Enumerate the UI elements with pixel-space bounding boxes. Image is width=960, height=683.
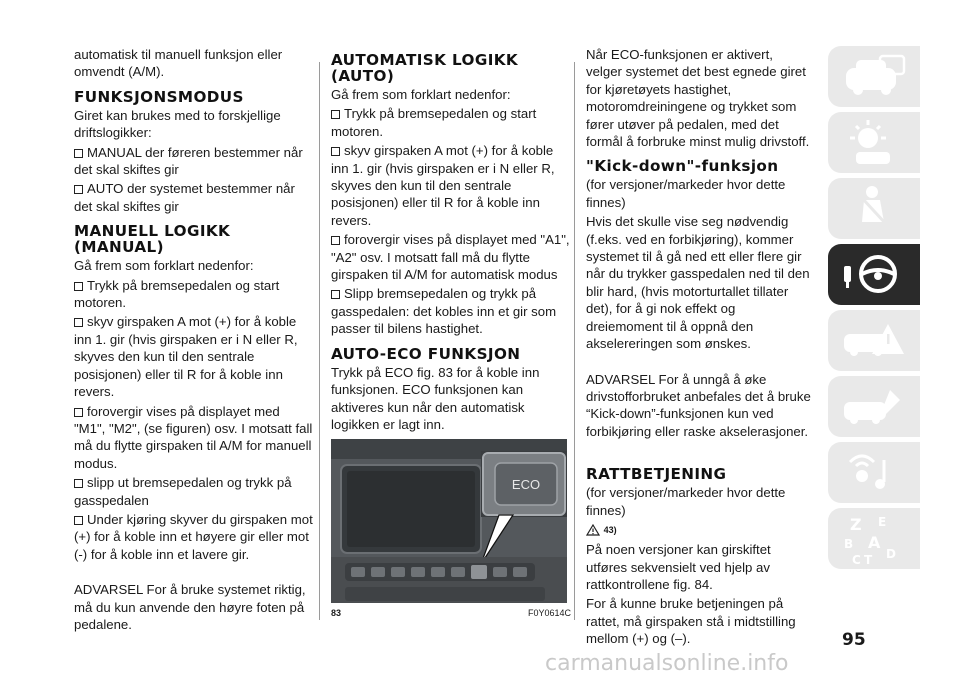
ratt-note: (for versjoner/markeder hvor dette finnes) <box>586 485 786 518</box>
list-item: Trykk på bremsepedalen og start motoren. <box>331 106 537 139</box>
list-item: forovergir vises på displayet med "A1", "A2" osv. I motsatt fall må du flytte girspaken til A/M for automatisk modus <box>331 232 570 283</box>
heading-funksjonsmodus: FUNKSJONSMODUS <box>74 87 244 106</box>
index-letter: T <box>864 553 873 567</box>
tab-index[interactable] <box>828 508 920 569</box>
index-letter: C <box>852 553 861 567</box>
chapter-tabs <box>828 46 920 574</box>
page-number: 95 <box>842 630 866 650</box>
tab-lights[interactable] <box>828 112 920 173</box>
figure-code: F0Y0614C <box>527 608 571 619</box>
eco-text: Trykk på ECO fig. 83 for å koble inn funksjonen. ECO funksjonen kan aktiveres kun når den automatisk logikken er lagt inn. <box>331 364 540 432</box>
dashboard-illustration <box>331 439 567 603</box>
seat-safety-icon <box>828 178 920 239</box>
kick-note: (for versjoner/markeder hvor dette finnes) <box>586 177 786 210</box>
figure-83 <box>331 439 567 603</box>
column-1 <box>74 46 314 635</box>
mode-label: AUTO <box>87 181 124 197</box>
tab-car-tools[interactable] <box>828 376 920 437</box>
heading-manuell: MANUELL LOGIKK (MANUAL) <box>74 222 231 257</box>
advarsel-text: ADVARSEL For å bruke systemet riktig, må du kun anvende den høyre foten på pedalene. <box>74 582 306 632</box>
advarsel-text: ADVARSEL For å unngå å øke drivstofforbruket anbefales det å bruke “Kick-down”-funksjonen kun ved forbikjøring eller raske akselerasjoner. <box>586 371 811 439</box>
bullet-box-icon <box>74 149 83 158</box>
warning-road-icon <box>828 310 920 371</box>
list-item: slipp ut bremsepedalen og trykk på gasspedalen <box>74 475 292 508</box>
column-divider <box>574 62 575 620</box>
bullet-box-icon <box>331 110 340 119</box>
mode-text: der systemet bestemmer når det skal skiftes gir <box>74 181 295 214</box>
watermark: carmanualsonline.info <box>545 651 789 676</box>
warning-triangle-icon <box>586 524 600 536</box>
auto-text: Gå frem som forklart nedenfor: <box>331 87 511 102</box>
warning-reference: 43) <box>586 521 811 539</box>
heading-kick-down: "Kick-down"-funksjon <box>586 157 779 176</box>
mode-label: MANUAL <box>87 144 142 160</box>
lights-icon <box>828 112 920 173</box>
figure-number: 83 <box>331 608 342 619</box>
heading-rattbetjening: RATTBETJENING <box>586 465 727 484</box>
bullet-box-icon <box>331 290 340 299</box>
mode-text: der føreren bestemmer når det skal skiftes gir <box>74 144 303 178</box>
steering-wheel-icon <box>828 244 920 305</box>
bullet-box-icon <box>74 185 83 194</box>
bullet-box-icon <box>74 318 83 327</box>
index-letter: B <box>844 537 854 551</box>
tab-warning-road[interactable] <box>828 310 920 371</box>
index-letter: A <box>868 533 881 552</box>
car-dashboard-icon <box>828 46 920 107</box>
bullet-box-icon <box>74 282 83 291</box>
eco-button-label: ECO <box>511 477 541 493</box>
mode-manual <box>74 144 314 179</box>
intro-text: automatisk til manuell funksjon eller omvendt (A/M). <box>74 47 283 80</box>
heading-auto: AUTOMATISK LOGIKK (AUTO) <box>331 51 519 85</box>
list-item: Slipp bremsepedalen og trykk på gasspedalen: det kobles inn et gir som passer til bilens hastighet. <box>331 286 557 337</box>
index-letter: Z <box>850 515 862 534</box>
tab-multimedia[interactable] <box>828 442 920 503</box>
kick-text: Hvis det skulle vise seg nødvendig (f.eks. ved en forbikjøring), kommer systemet til å gå ned ett eller flere gir når du trykker gasspedalen ned til den blir hard, (hvis motorturtallet tillater det), for å gi nok effekt og dreiemoment til å oppnå den akselereringen som ønskes. <box>586 214 810 352</box>
tab-car-dashboard[interactable] <box>828 46 920 107</box>
list-item: Trykk på bremsepedalen og start motoren. <box>74 277 280 311</box>
list-item: forovergir vises på displayet med "M1", "M2", (se figuren) osv. I motsatt fall må du flytte girspaken til A/M for manuell modus. <box>74 403 313 471</box>
list-item: skyv girspaken A mot (+) for å koble inn 1. gir (hvis girspaken er i N eller R, skyves den kun til den sentrale posisjonen) eller til R for å koble inn revers. <box>331 143 555 228</box>
bullet-box-icon <box>74 479 83 488</box>
figure-caption <box>331 605 571 622</box>
mode-auto <box>74 180 314 215</box>
ratt-text: På noen versjoner kan girskiftet utføres sekvensielt ved hjelp av rattkontrollene fig. 84. <box>586 542 771 592</box>
index-letter: E <box>878 515 887 529</box>
column-2 <box>331 46 571 623</box>
bullet-box-icon <box>331 236 340 245</box>
bullet-box-icon <box>331 147 340 156</box>
ratt-text-2: For å kunne bruke betjeningen på rattet, må girspaken stå i midtstilling mellom (+) og (–). <box>586 596 796 647</box>
heading-auto-eco: AUTO-ECO FUNKSJON <box>331 344 521 363</box>
bullet-box-icon <box>74 516 83 525</box>
column-divider <box>319 62 320 620</box>
tab-seat-safety[interactable] <box>828 178 920 239</box>
index-letter: D <box>886 547 896 561</box>
index-icon <box>828 508 920 569</box>
eco-active-text: Når ECO-funksjonen er aktivert, velger systemet det best egnede giret for kjøretøyets hastighet, motoromdreiningene og trykket som fører utøver på pedalen, med det formål å forbruke minst mulig drivstoff. <box>586 47 810 150</box>
multimedia-icon <box>828 442 920 503</box>
funksjon-text: Giret kan brukes med to forskjellige driftslogikker: <box>74 107 281 141</box>
bullet-box-icon <box>74 408 83 417</box>
list-item: Under kjøring skyver du girspaken mot (+) for å koble inn et høyere gir eller mot (-) for å koble inn et lavere gir. <box>74 511 313 562</box>
list-item: skyv girspaken A mot (+) for å koble inn 1. gir (hvis girspaken er i N eller R, skyves den kun til den sentrale posisjonen) eller til R for å koble inn revers. <box>74 314 298 400</box>
car-tools-icon <box>828 376 920 437</box>
tab-steering-wheel[interactable] <box>828 244 920 305</box>
column-3 <box>586 46 811 650</box>
manuell-text: Gå frem som forklart nedenfor: <box>74 258 254 274</box>
